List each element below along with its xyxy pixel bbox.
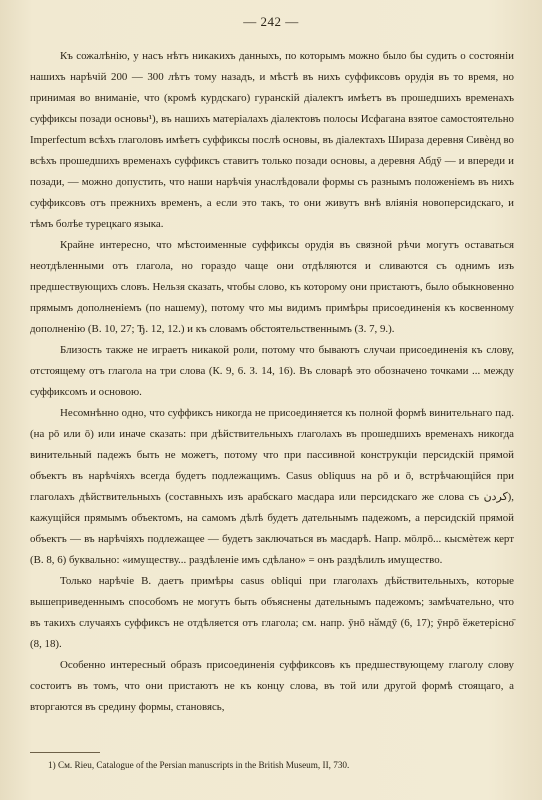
paragraph: Крайне интересно, что мѣстоименные суффиксы орудія въ связной рѣчи могутъ оставаться неотдѣленными отъ глагола, но гораздо чаще они отдѣляются и сливаются съ однимъ изъ предшествующихъ словъ. Нельзя сказать, чтобы слово, къ которому они пристаютъ, было обыкновенно прямымъ дополненіемъ (по нашему), потому что мы видимъ примѣры присоединенія къ косвенному дополненію (В. 10, 27; Ђ. 12, 12.) и къ словамъ обстоятельственнымъ (З. 7, 9.). (30, 239, 514, 335)
paragraph: Особенно интересный образъ присоединенія суффиксовъ къ предшествующему глаголу слову состоитъ въ томъ, что они пристаютъ не къ концу слова, въ той или другой формѣ стоящаго, а вторгаются въ средину формы, становясь, (30, 659, 514, 713)
main-text (30, 46, 514, 718)
paragraph: Близость также не играетъ никакой роли, потому что бываютъ случаи присоединенія къ слову, отстоящему отъ глагола на три слова (К. 9, 6. З. 14, 16). Въ словарѣ это обозначено точками ... между суффиксомъ и основою. (30, 344, 514, 398)
paragraph: Только нарѣчіе В. даетъ примѣры casus obliqui при глаголахъ дѣйствительныхъ, которые вышеприведеннымъ способомъ не могутъ быть объяснены дательнымъ падежомъ; замѣчательно, что въ такихъ случаяхъ суффиксъ не отдѣляется отъ глагола; см. напр. ӯнō нӑмдӯ (6, 17); ӯнрō ӗжетерісно̄ (8, 18). (30, 575, 514, 650)
page-number: — 242 — (243, 14, 299, 29)
paragraph: Несомнѣнно одно, что суффиксъ никогда не присоединяется къ полной формѣ винительнаго пад. (на рō или ō) или иначе сказать: при дѣйствительныхъ глаголахъ въ прошедшихъ временахъ никогда винительный падежъ быть не можетъ, потому что при пассивной конструкціи персидскій прямой объектъ въ нарѣчіяхъ всегда будетъ подлежащимъ. Casus obliquus на рō и ō, встрѣчающійся при глаголахъ дѣйствительныхъ (составныхъ изъ арабскаго масдара или персидскаго же слова съ کردن), кажущійся прямымъ объектомъ, на самомъ дѣлѣ будетъ дательнымъ падежомъ, а персидскій прямой объектъ — въ нарѣчіяхъ подлежащее — будетъ заключаться въ масдарѣ. Напр. мӧлрō... кысмѐтеж керт (В. 8, 6) буквально: «имуществу... раздѣленіе имъ сдѣлано» = онъ раздѣлилъ имущество. (30, 407, 514, 566)
paragraph: Къ сожалѣнію, у насъ нѣтъ никакихъ данныхъ, по которымъ можно было бы судить о состояніи нашихъ нарѣчій 200 — 300 лѣтъ тому назадъ, и мѣстѣ въ нихъ суффиксовъ орудія въ то время, но принимая во вниманіе, что (кромѣ курдскаго) гуранскій діалектъ имѣетъ въ прошедшихъ временахъ суффиксы позади основы¹), въ нашихъ матеріалахъ діалектовъ полосы Исфагана взятое самостоятельно Imperfectum всѣхъ глаголовъ имѣетъ суффиксы послѣ основы, въ діалектахъ Шираза деревня Сивѐнд во всѣхъ прошедшихъ временахъ суффиксъ ставитъ только позади основы, а деревня Абдӯ — и впереди и позади, — можно допустить, что наши нарѣчія унаслѣдовали формы съ разнымъ положеніемъ въ нихъ суффиксовъ отъ прежнихъ временъ, а если это такъ, то они живутъ внѣ вліянія новоперсидскаго, и тѣмъ болѣе турецкаго языка. (30, 50, 514, 230)
footnote: 1) См. Rieu, Catalogue of the Persian manuscripts in the British Museum, II, 730. (48, 760, 350, 770)
footnote-divider (30, 752, 100, 753)
